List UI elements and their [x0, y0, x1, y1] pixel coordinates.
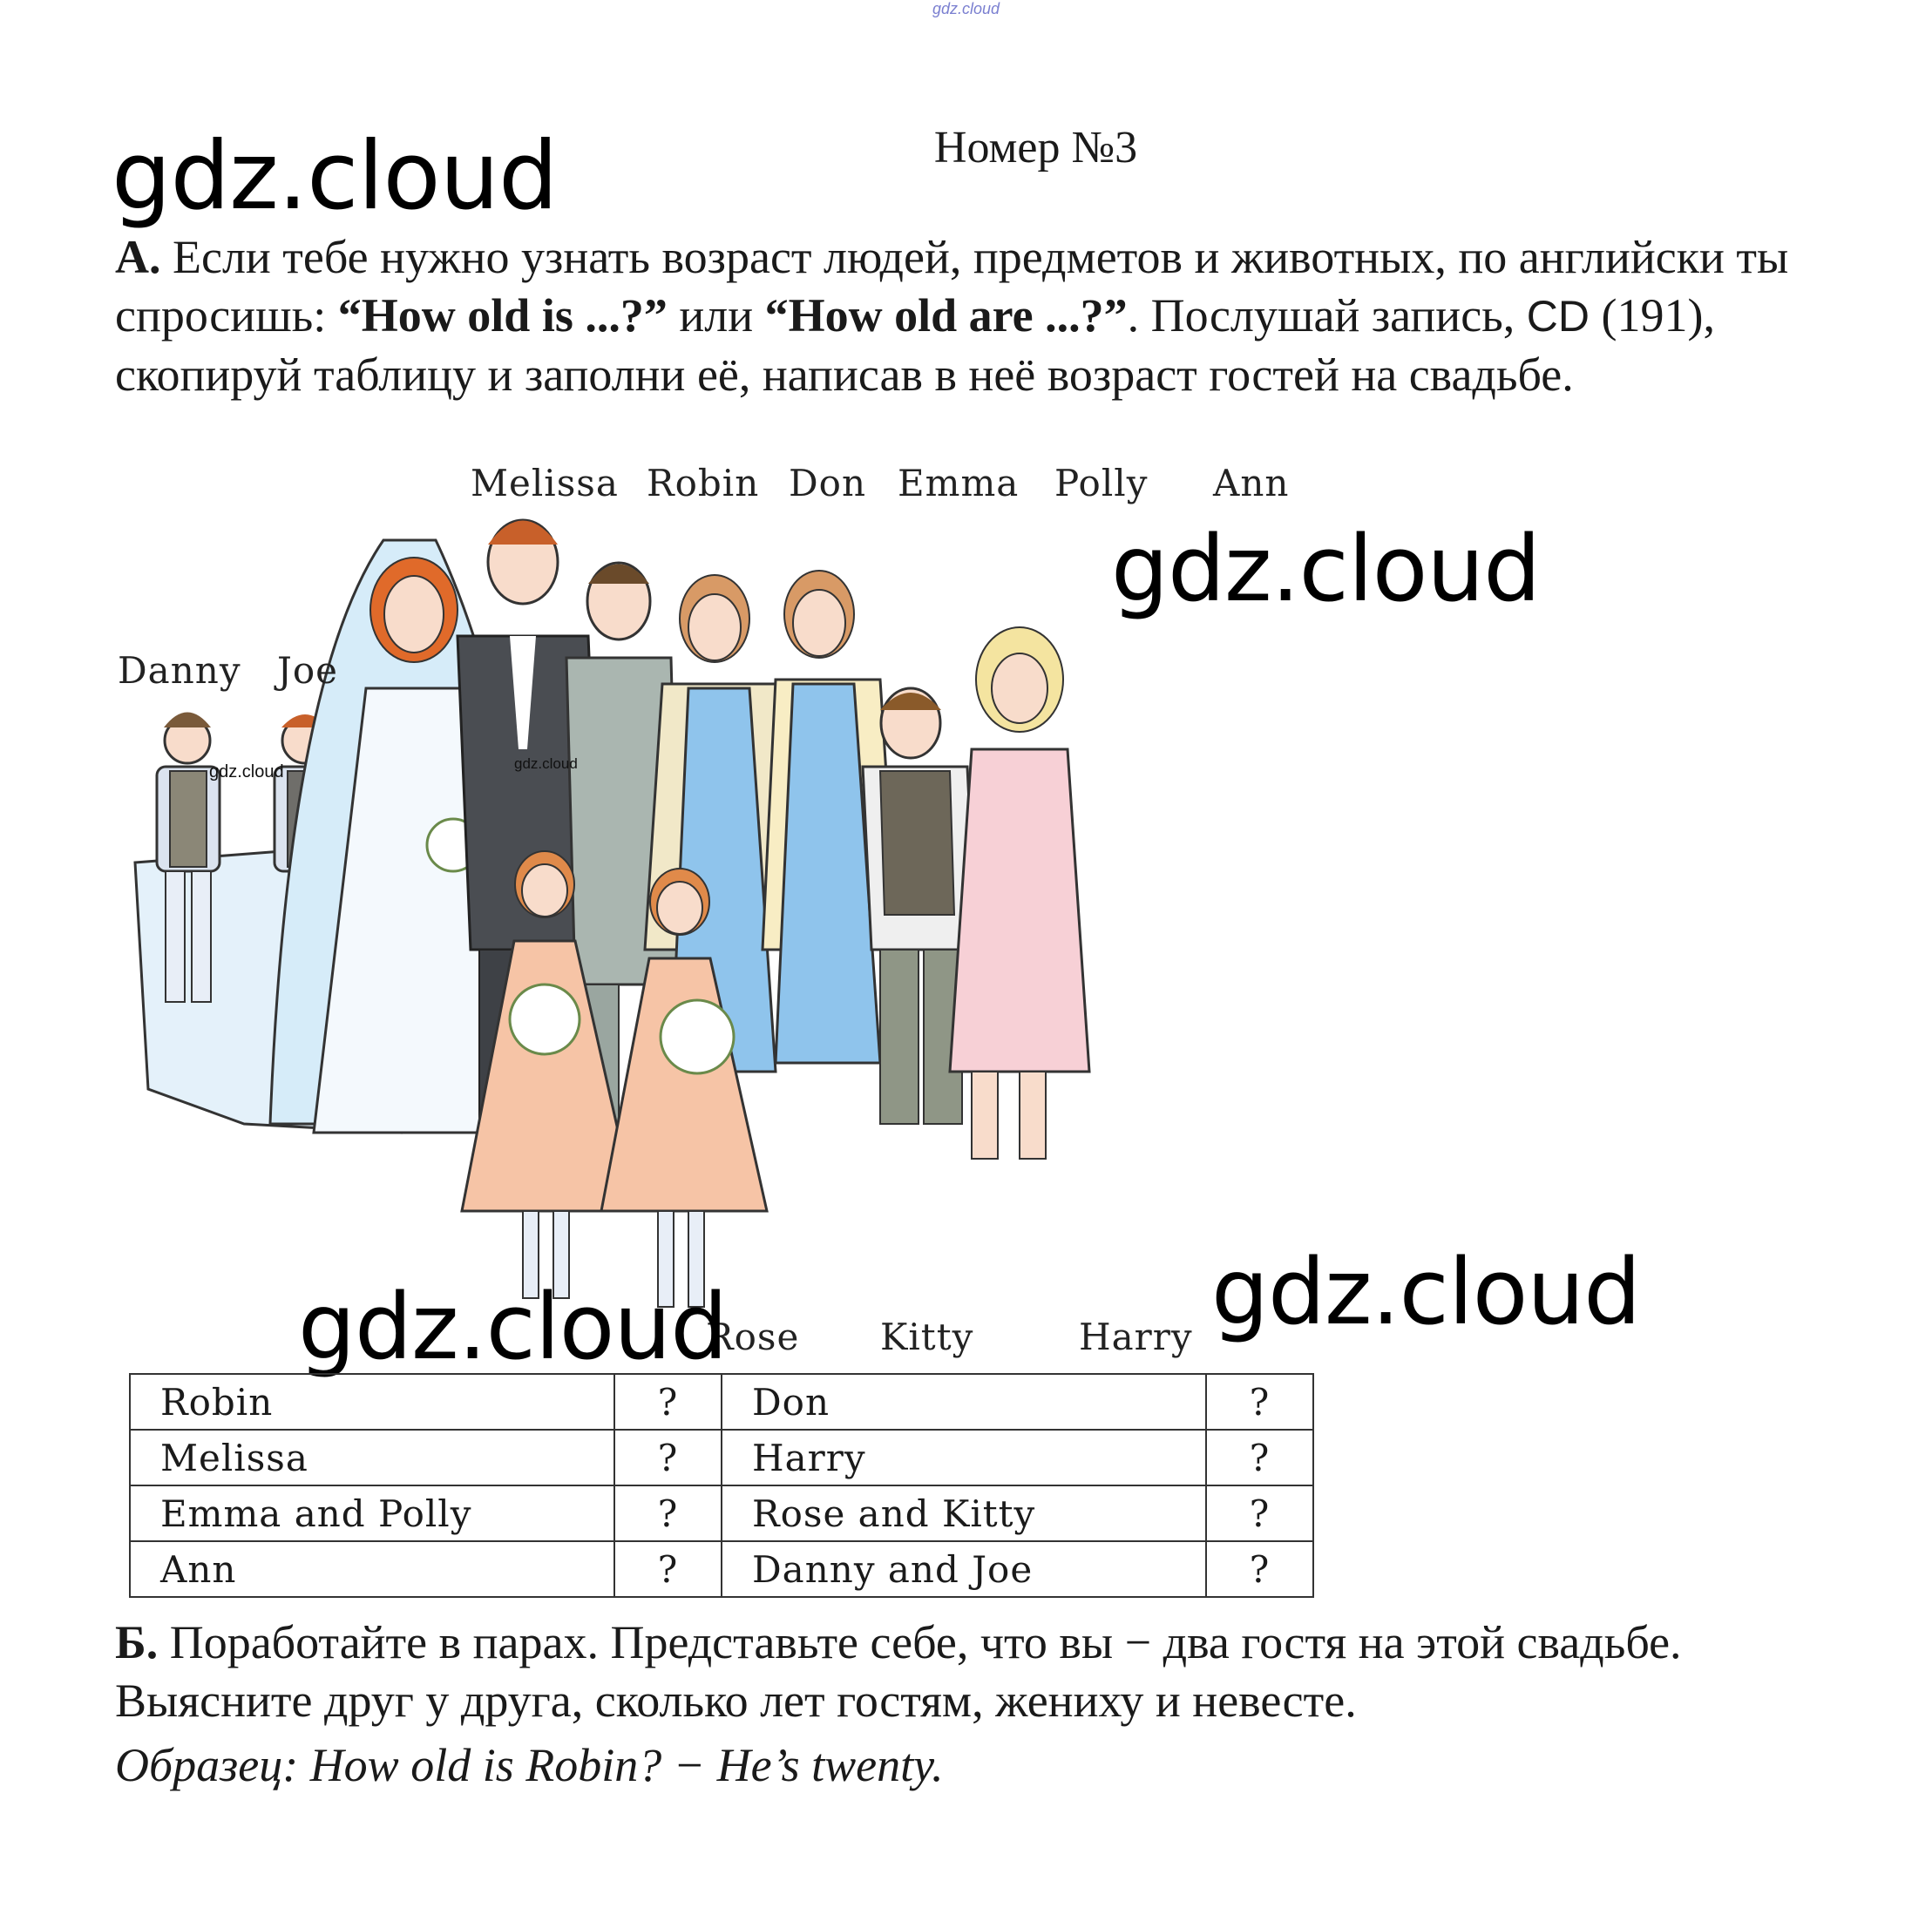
- part-b-letter: Б.: [115, 1616, 159, 1668]
- name-cell: Ann: [130, 1541, 614, 1597]
- name-cell: Melissa: [130, 1430, 614, 1485]
- watermark-picture-right: gdz.cloud: [1111, 516, 1541, 622]
- picture-watermark-center: gdz.cloud: [514, 755, 578, 772]
- label-rose: Rose: [706, 1316, 800, 1358]
- label-ann: Ann: [1213, 462, 1290, 504]
- table-row: [130, 1541, 1313, 1597]
- ann-figure: [950, 627, 1089, 1159]
- label-polly: Polly: [1054, 462, 1149, 504]
- age-cell: ?: [614, 1485, 722, 1541]
- name-cell: Rose and Kitty: [722, 1485, 1206, 1541]
- example-line: Образец: How old is Robin? − He’s twenty.: [115, 1739, 944, 1791]
- name-cell: Emma and Polly: [130, 1485, 614, 1541]
- label-joe: Joe: [277, 649, 338, 692]
- part-a-text: А. Если тебе нужно узнать возраст людей, предметов и животных, по английски ты спросишь: “How old is ...?” или “How old are ...?”. Послушай запись, CD (191), скопируй таблицу и заполни её, написав в неё возраст гостей на свадьбе.: [115, 231, 1789, 401]
- label-emma: Emma: [898, 462, 1020, 504]
- label-don: Don: [789, 462, 867, 504]
- watermark-top-left: gdz.cloud: [112, 122, 558, 231]
- watermark-bottom-left: gdz.cloud: [298, 1274, 728, 1380]
- table-row: [130, 1374, 1313, 1430]
- name-cell: Don: [722, 1374, 1206, 1430]
- label-danny: Danny: [118, 649, 241, 692]
- age-cell: ?: [1206, 1485, 1313, 1541]
- ages-table: [129, 1373, 1314, 1598]
- page-title: Номер №3: [933, 123, 1138, 173]
- part-b-text: Б. Поработайте в парах. Представьте себе, что вы − два гостя на этой свадьбе. Выясните друг у друга, сколько лет гостям, жениху и невесте.: [115, 1616, 1682, 1727]
- label-melissa: Melissa: [471, 462, 619, 504]
- top-watermark: gdz.cloud: [932, 0, 1000, 17]
- watermark-bottom-right: gdz.cloud: [1211, 1239, 1641, 1345]
- table-row: [130, 1485, 1313, 1541]
- age-cell: ?: [614, 1430, 722, 1485]
- cd-label: CD: [1526, 292, 1590, 341]
- age-cell: ?: [1206, 1541, 1313, 1597]
- label-robin: Robin: [647, 462, 760, 504]
- age-cell: ?: [1206, 1430, 1313, 1485]
- label-kitty: Kitty: [880, 1316, 974, 1358]
- question-how-old-are: “How old are ...?”: [764, 289, 1128, 342]
- age-cell: ?: [614, 1541, 722, 1597]
- name-cell: Danny and Joe: [722, 1541, 1206, 1597]
- label-harry: Harry: [1079, 1316, 1193, 1358]
- age-cell: ?: [614, 1374, 722, 1430]
- age-cell: ?: [1206, 1374, 1313, 1430]
- question-how-old-is: “How old is ...?”: [337, 289, 668, 342]
- table-row: [130, 1430, 1313, 1485]
- picture-watermark-left: gdz.cloud: [209, 762, 284, 781]
- part-a-letter: А.: [115, 231, 161, 283]
- name-cell: Robin: [130, 1374, 614, 1430]
- name-cell: Harry: [722, 1430, 1206, 1485]
